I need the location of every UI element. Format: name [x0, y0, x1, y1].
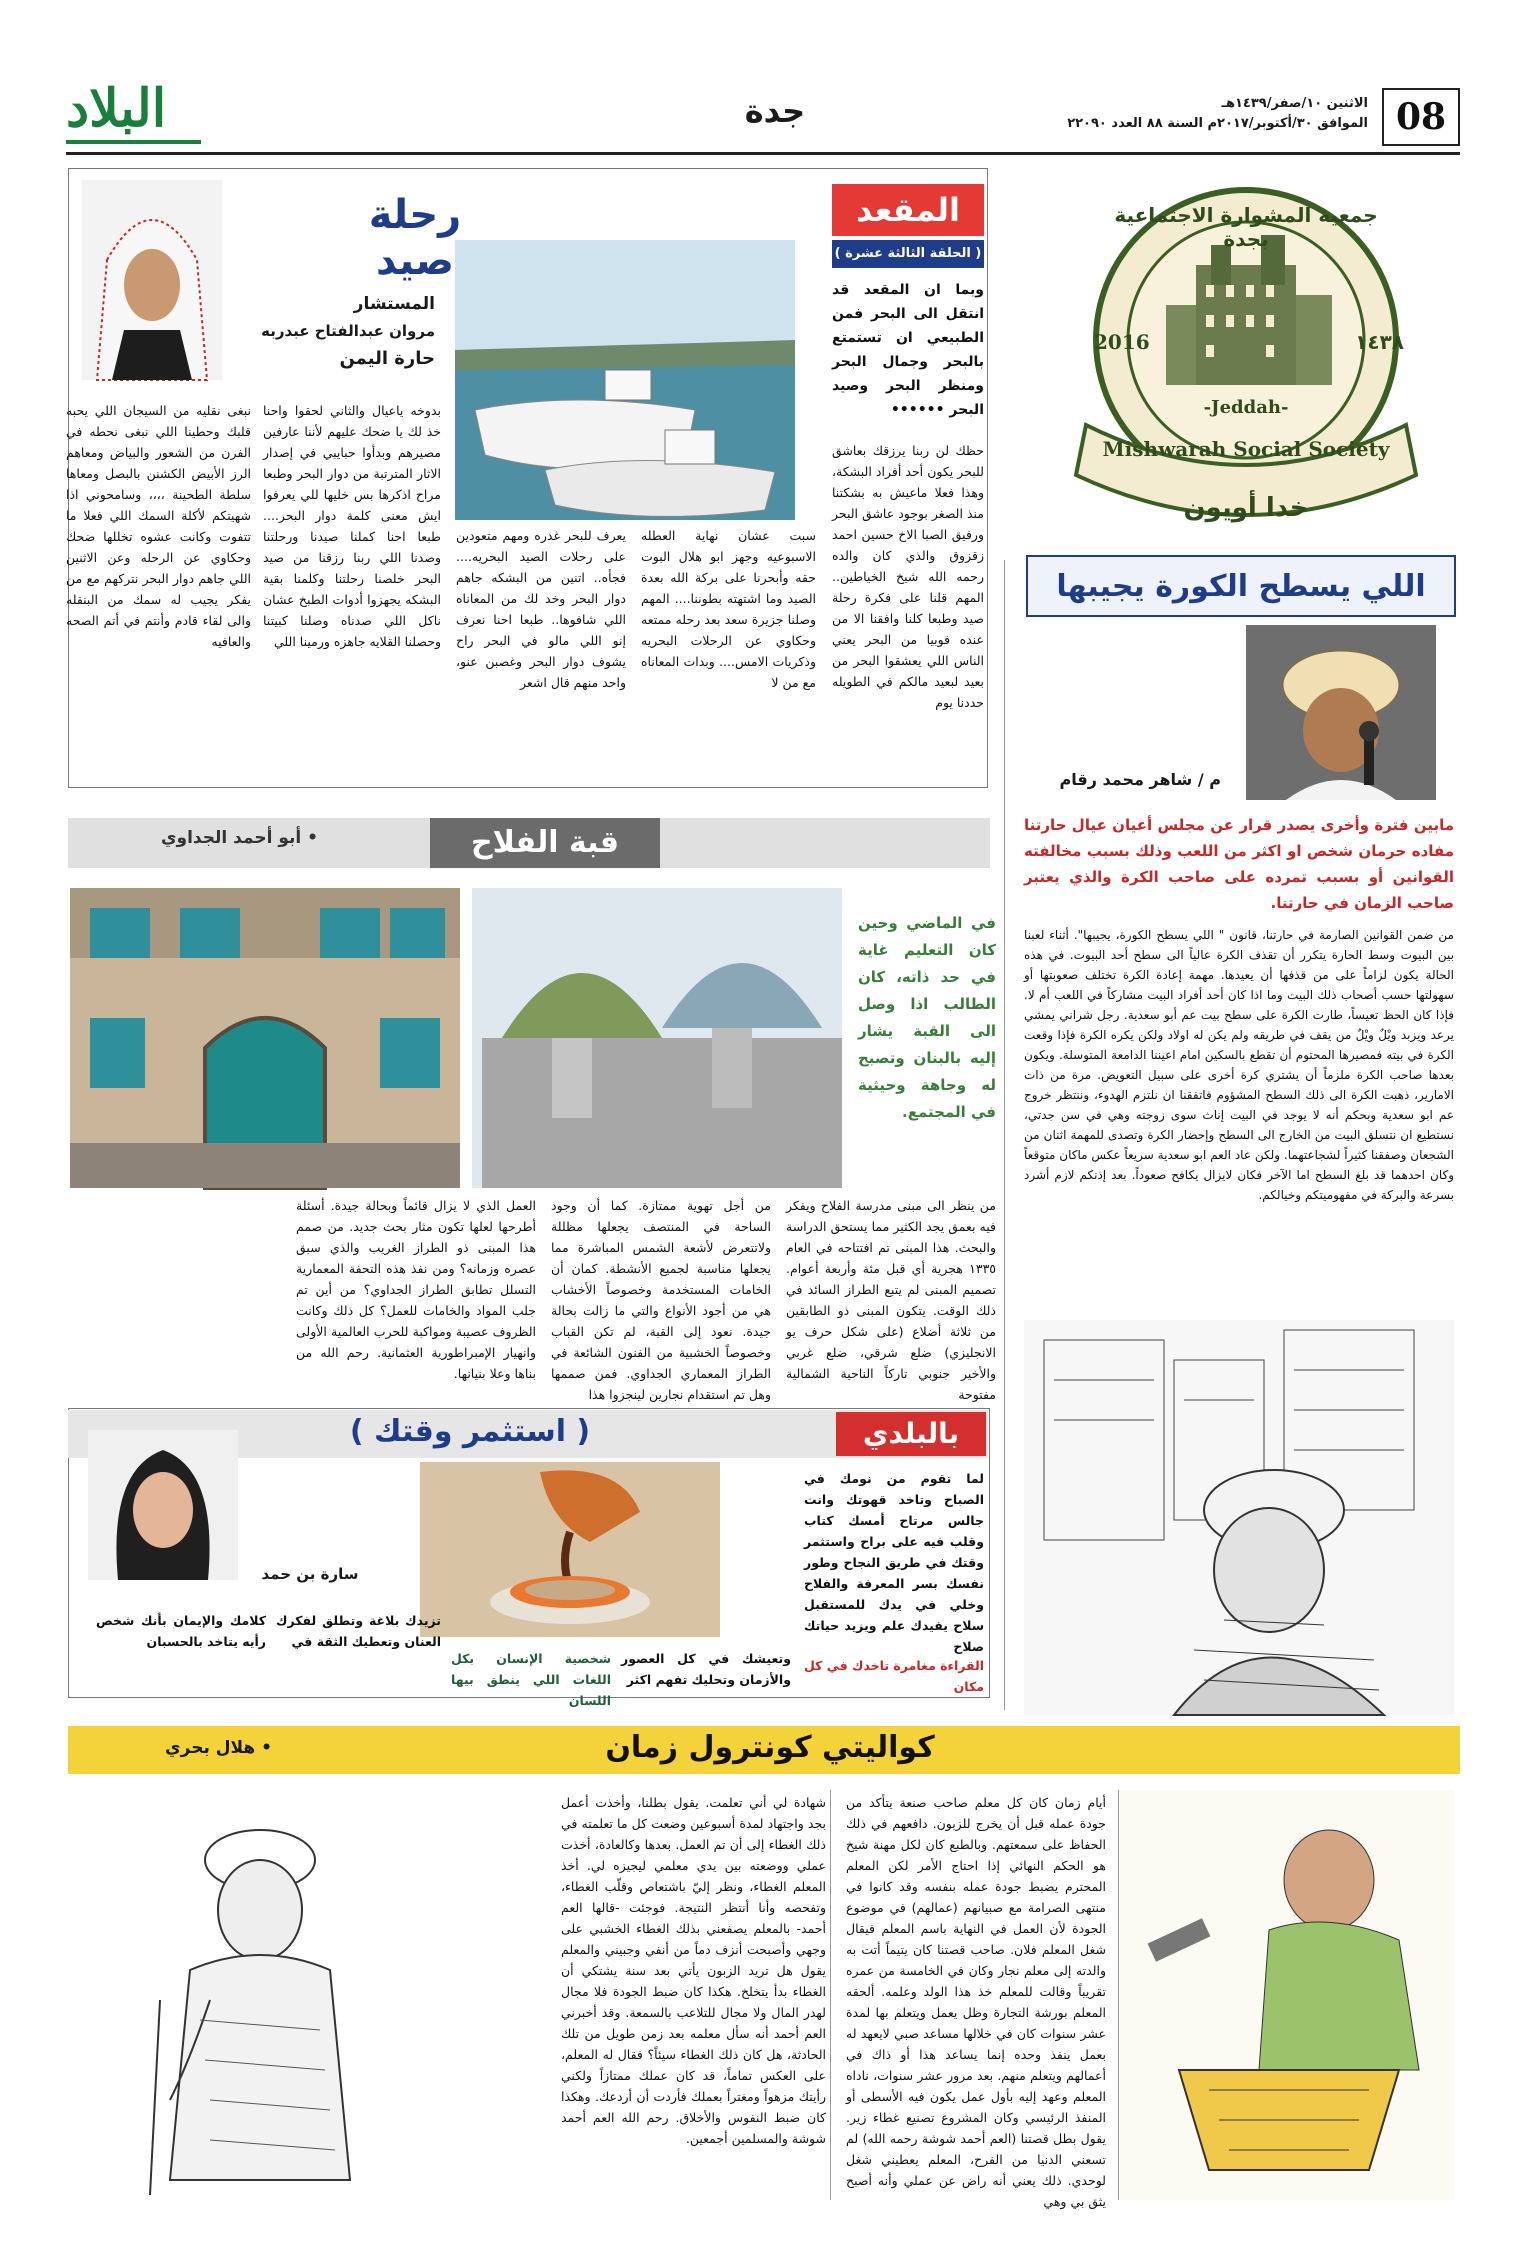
- baladi-lead: لما تقوم من نومك في الصباح وتاخد قهوتك وانت جالس مرتاح أمسك كتاب وقلب فيه على براح واستثمر وقتك في طريق النجاح وطور نفسك بسر المعرفة والفلاح وخلي في يدك للمستقبل سلاح يفيدك علم ويزيد حياتك صلاح: [804, 1471, 984, 1654]
- quality-col-2: شهادة لي أني تعلمت. يقول بطلنا، وأخذت أعمل بجد واجتهاد لمدة أسبوعين وضعت كل ما تعلمته في ذلك الغطاء إلى أن تم العمل. بعدها وكالعادة، أخذت عملي ووضعته بين يدي معلمي ليجيزه لي. أخذ المعلم الغطاء، ونظر إليّ باشتعاص وقلّب الغطاء، وتفحصه وأنا أنتظر النتيجة. فوجئت -قالها العم أحمد- بالمعلم يصفعني بذلك الغطاء الخشبي على وجهي وأصبحت أنزف دماً من أنفي وجبيني والمعلم يقول هل تريد الزبون يأتي بعد سنة يشتكي أن الغطاء بدأ يتخلخ. هكذا كان ضبط الجودة فلا مجال لهدر المال ولا مجال للتلاعب بالسمعة. وقد أخبرني العم أحمد أنه سأل معلمه بعد زمن طويل من تلك الحادثة، هل كان ذلك الغطاء سيئاً؟ فقال له المعلم، على العكس تماماً، قد كان عملك ممتازاً ولكني رأيتك مزهواً ومغتراً بعملك فأردت أن أردعك. وهكذا كان ضبط النفوس والأخلاق. رحم الله العم أحمد شوشة والمسلمين أجمعين.: [561, 1795, 826, 2146]
- dome-author: • أبو أحمد الجداوي: [160, 828, 318, 848]
- fishing-trip-title: رحلة صيد: [368, 192, 462, 284]
- carpenter-illustration: [1119, 1790, 1454, 2200]
- domes-photo: [472, 888, 842, 1188]
- football-title: اللي يسطح الكورة يجيبها: [1056, 568, 1426, 604]
- author-title: المستشار: [353, 294, 435, 314]
- fishing-col-3: بدوخه ياعيال والثاني لحقوا واحنا خذ لك يا ضحك عليهم لأننا عارفين مصيرهم وبدأوا حبايبي في إصدار الاثار المترتبة من دوار البحر وطبعا مراح اذكرها بس خليها للي يعرفوا ايش معنى كلمة دوار البحر.... طبعا احنا كملنا صيدنا ورحلتنا وصدنا اللي ربنا رزقنا من صيد البحر خلصنا رحلتنا وكلمنا بقية البشكه يجهزوا أدوات الطبخ عشان ناكل اللي صدناه وصلنا كبيتنا وحصلنا القلايه جاهزه ورمينا اللي: [263, 403, 441, 649]
- logo-underline: [66, 140, 201, 144]
- column-name: حارة اليمن: [339, 348, 435, 369]
- heritage-door-photo: [70, 888, 460, 1188]
- fishing-col-4: نبغى نقليه من السيجان اللي يحبه قلبك وحطينا اللي نبغى نحطه في الفرن من الشعور والبياض ومعاهم الرز الأبيض الكشنن بالبصل ومعاها سلطة الطحينة ،،،، وسامحوني اذا شهيتكم لأكلة السمك اللي فعلا ما تتفوت وكانت عشوه تخللها ضحك وحكاوي عن الرحله وعن الاثنين اللي جاهم دوار البحر نتركهم مع من يفكر يجيب له سمك من البنقله والى لقاء قادم وأنتم في أتم الصحه والعافيه: [66, 403, 251, 649]
- sara-portrait-graphic: [88, 1430, 238, 1580]
- newspaper-logo: البلاد: [66, 78, 167, 139]
- speaker-photo-graphic: [1246, 625, 1436, 800]
- page-number-box: [1382, 88, 1460, 146]
- section-name: جدة: [744, 92, 806, 130]
- quality-divider-2: [830, 1790, 831, 2200]
- society-year-right: ١٤٣٨: [1355, 330, 1404, 354]
- football-lead: مابين فترة وأخرى يصدر قرار عن مجلس أعيان عيال حارتنا مفاده حرمان شخص او اكثر من اللعب وذلك بسبب مخالفته القوانين أو بسبب تمرده على صاحب الكرة والذي يعتبر صاحب الزمان في حارتنا.: [1024, 816, 1454, 912]
- dome-col-1: من ينظر الى مبنى مدرسة الفلاح ويفكر فيه بعمق يجد الكثير مما يستحق الدراسة والبحث. هذا المبنى تم افتتاحه في العام ١٣٣٥ هجرية أي قبل مئة وأربعة أعوام. تصميم المبنى لم يتبع الطراز السائد في ذلك الوقت. يتكون المبنى ذو الطابقين من ثلاثة أضلاع (على شكل حرف يو الانجليزي) ضلع شرقي، ضلع غربي والأخير جنوبي تاركاً الناحية الشمالية مفتوحة: [786, 1198, 996, 1402]
- baladi-col-2: وتعيشك في كل العصور والأزمان وتحليك تفهم اكثر: [621, 1651, 791, 1687]
- football-title-box: [1026, 555, 1456, 617]
- main-column-divider: [1004, 560, 1005, 1710]
- dome-highlight: في الماضي وحين كان التعليم غاية في حد ذاته، كان الطالب اذا وصل الى القبة يشار إليه بالبنان وتصبح له وجاهة وحيثية في المجتمع.: [858, 914, 996, 1121]
- baladi-col-3: شخصية الإنسان بكل اللغات اللي ينطق بيها اللسان: [451, 1651, 611, 1708]
- author-name: مروان عبدالفتاح عبدربه: [261, 322, 435, 340]
- maqad-banner: المقعد: [832, 184, 984, 236]
- domes-photo-graphic: [472, 888, 842, 1188]
- date-gregorian: الموافق ٣٠/أكتوبر/٢٠١٧م السنة ٨٨ العدد ٢٢٠٩٠: [1067, 116, 1368, 131]
- heritage-door-graphic: [70, 888, 460, 1188]
- baladi-banner: بالبلدي: [836, 1412, 986, 1456]
- quality-author: • هلال بحري: [165, 1738, 272, 1758]
- quality-divider-1: [1118, 1790, 1119, 2200]
- football-body: من ضمن القوانين الصارمة في حارتنا، قانون " اللي يسطح الكورة، يجيبها". أثناء لعبنا بين البيوت وسط الحارة يتكرر أن تقذف الكرة عالياً الى سطح أحد البيوت. في هذه الحالة يكون لزاماً على من قذفها أن يعيدها. مهمة إعادة الكرة تختلف صعوبتها أو سهولتها حسب أصحاب ذلك البيت وما اذا كان أحد أفراد البيت مشاركاً في اللعب أم لا. فإذا كان الحظ تعيساً، طارت الكرة على سطح بيت عم أبو سعدية. رجل شراني يمشي يرعد ويزبد ويْلٌ ويْلٌ من يقف في طريقه ولم يكن له اولاد ولكن يكره الكرة فإذا وقعت الكرة في بيته فمصيرها المحتوم أن تقطع بالسكين امام اعيننا الدامعة المتوسلة. ويكون بعدها صاحب الكرة ملزماً أن يشتري كرة أخرى على سبيل التعويض. مرة من ذات الامارير، ذهبت الكرة الى ذلك السطح المشؤوم فاتفقنا ان نلتزم الهدوء، وننتظر خروج عم ابو سعدية وبحكم أنه لا يوجد في البيت إناث سوى زوجته وهي في سن جدتي، نستطيع ان نتسلق البيت من الخارج الى السطح وإحضار الكرة وتصدى للمهمة اثنان من الشجعان وصفقنا كثيراً لشجاعتهما. ولكن عاد العم ابو سعدية سريعاً عكس ماكان متوقعاً وكان احدهما قد بلغ السطح اما الآخر فكان لايزال يكافح صعوداً. بعد إذنكم لازم أشرد بسرعة والبركة في مفهوميتكم وخيالكم.: [1024, 928, 1454, 1202]
- coffee-photo-graphic: [420, 1462, 720, 1637]
- carpenter-illustration-graphic: [1119, 1790, 1454, 2200]
- old-man-sketch: [1024, 1320, 1454, 1715]
- fishing-col-1: سبت عشان نهاية العطله الاسبوعيه وجهز ابو هلال البوت حقه وأبحرنا على بركة الله بعدة الصيد وما اشتهته بطوننا.... المهم وصلنا جزيرة سعد بعد رحله ممتعه وحكاوي عن الرحلات البحريه وذكريات الامس.... وبدات المعاناه مع من لا: [641, 528, 816, 690]
- author-portrait: [82, 180, 222, 380]
- elder-sketch-graphic: [110, 1800, 410, 2200]
- baladi-line-4: القراءة مغامرة تاخدك في كل مكان: [804, 1658, 984, 1694]
- dome-col-2: من أجل تهوية ممتازة. كما أن وجود الساحة في المنتصف يجعلها مظللة ولاتتعرض لأشعة الشمس المباشرة مما يجعلها مناسبة لجميع الأنشطة. كمان أن الخامات المستخدمة وخصوصاً الأخشاب هي من أجود الأنواع والتي ما زالت بحالة جيدة. نعود إلى القبة، لم تكن القباب وخصوصاً الخشبية من الفنون الشائعة في الطراز المعماري الجداوي. فمن صممها وهل تم استقدام نجارين لينجزوا هذا: [551, 1198, 771, 1402]
- baladi-col-5: كلامك والإيمان بأنك شخص رأيه يتاخد بالحسبان: [96, 1613, 266, 1649]
- maqad-episode: ( الحلقة الثالثة عشرة ): [832, 240, 984, 268]
- society-year-left: 2016: [1094, 330, 1150, 354]
- elder-sketch: [110, 1800, 410, 2200]
- author-portrait-graphic: [82, 180, 222, 380]
- baladi-col-4: تزيدك بلاغة وتطلق لفكرك العنان وتعطيك الثقة في: [276, 1613, 441, 1649]
- society-english-city: -Jeddah-: [1203, 397, 1289, 418]
- fishing-author-block: [225, 290, 435, 374]
- maqad-body: حظك لن ربنا يرزقك بعاشق للبحر يكون أحد أفراد البشكة، وهذا فعلا ماعيش به بشكتنا منذ الصغر بوجود عاشق البحر ورفيق الصبا الاخ حسين احمد زقزوق والذي كان والده رحمه الله شيخ الخياطين.. المهم قلنا على فكرة رحلة صيد وطبعا كلنا وافقنا الا من عنده فوبيا من البحر يعني الناس اللي يعشقوا البحر من بعيد لبعيد مالكم في الطويله حددنا يوم: [832, 443, 984, 710]
- fishing-col-2: يعرف للبحر غدره ومهم متعودين على رحلات الصيد البحريه.... فجأه.. اتنين من البشكه جاهم دوار البحر وخد لك من المعاناه اللي شافوها.. طبعا احنا نعرف إنو اللي مالو في البحر راح يشوف دوار البحر وغصبن عنو، واحد منهم قال اشعر: [456, 528, 626, 690]
- page-number: 08: [1395, 96, 1447, 138]
- sara-portrait: [88, 1430, 238, 1580]
- quality-col-1: أيام زمان كان كل معلم صاحب صنعة يتأكد من جودة عمله قبل أن يخرج للزبون. دافعهم في ذلك الحفاظ على سمعتهم. وبالطبع كان لكل مهنة شيخ هو الحكم النهائي إذا احتاج الأمر لكن المعلم المحترم يضبط جودة عمله بنفسه وقد كانوا في منتهى الصرامة مع صبيانهم (عمالهم) في موضوع الجودة لأن العمل في النهاية باسم المعلم فيقال شغل المعلم فلان. صاحب قصتنا كان يتيماً أتت به والدته إلى معلم نجار وكان في الخامسة من عمره تقريباً وقالت للمعلم خذ هذا الولد وعلمه. ألحقه المعلم بورشة التجارة وظل يعمل ويتعلم بها لمدة عشر سنوات كان في خلالها مساعد صبي لايعهد له بعمل ينفذ وحده إنما يساعد هذا أو ذاك في أعمالهم ويتعلم منهم. بعد مرور عشر سنوات، ناداه المعلم وعهد إليه بأول عمل يكون فيه الأسطى أو المنفذ الرئيسي وكان المشروع تصنيع غطاء زير. يقول بطل قصتنا (العم أحمد شوشة رحمه الله) لم تسعني الدنيا من الفرح، المعلم يعطيني شغل لوحدي. ذلك يعني أنه راض عن عملي وأنه أصبح يثق بي وهي: [846, 1795, 1106, 2209]
- maqad-lead: وبما ان المقعد قد انتقل الى البحر فمن الطبيعي ان تستمتع بالبحر وجمال البحر ومنظر البحر وصيد البحر ••••••: [832, 282, 984, 418]
- dome-title: قبة الفلاح: [430, 818, 660, 868]
- society-arabic-title: جمعية المشوارة الاجتماعية بجدة: [1114, 203, 1378, 251]
- boats-photo: [455, 240, 795, 520]
- quality-title: كواليتي كونترول زمان: [605, 1730, 935, 1765]
- coffee-photo: [420, 1462, 720, 1637]
- masthead-rule: [66, 152, 1460, 155]
- football-author: م / شاهر محمد رقام: [1059, 770, 1221, 789]
- society-bottom-word: خدا أويون: [1183, 493, 1309, 523]
- society-emblem: [1046, 175, 1446, 555]
- date-block: [1028, 94, 1368, 134]
- boats-photo-graphic: [455, 240, 795, 520]
- speaker-photo: [1246, 625, 1436, 800]
- old-man-sketch-graphic: [1024, 1320, 1454, 1715]
- sara-name: سارة بن حمد: [261, 1565, 359, 1583]
- date-hijri: الاثنين ١٠/صفر/١٤٣٩هـ: [1221, 96, 1368, 111]
- baladi-title: ( استثمر وقتك ): [349, 1414, 591, 1449]
- society-english-name: Mishwarah Social Society: [1102, 437, 1390, 461]
- dome-col-3: العمل الذي لا يزال قائماً وبحالة جيدة. أسئلة أطرحها لعلها تكون مثار بحث جديد. من صمم هذا المبنى ذو الطراز الغريب والذي سبق عصره وزمانه؟ ومن نفذ هذه التحفة المعمارية التسلل تطابق الطراز الجداوي؟ من أين تم جلب المواد والخامات للعمل؟ كل ذلك وكانت الظروف عصيبة ومواكبة للحرب العالمية الأولى وانهيار الإمبراطورية العثمانية. رحم الله من بناها وعلا بنيانها.: [296, 1198, 536, 1381]
